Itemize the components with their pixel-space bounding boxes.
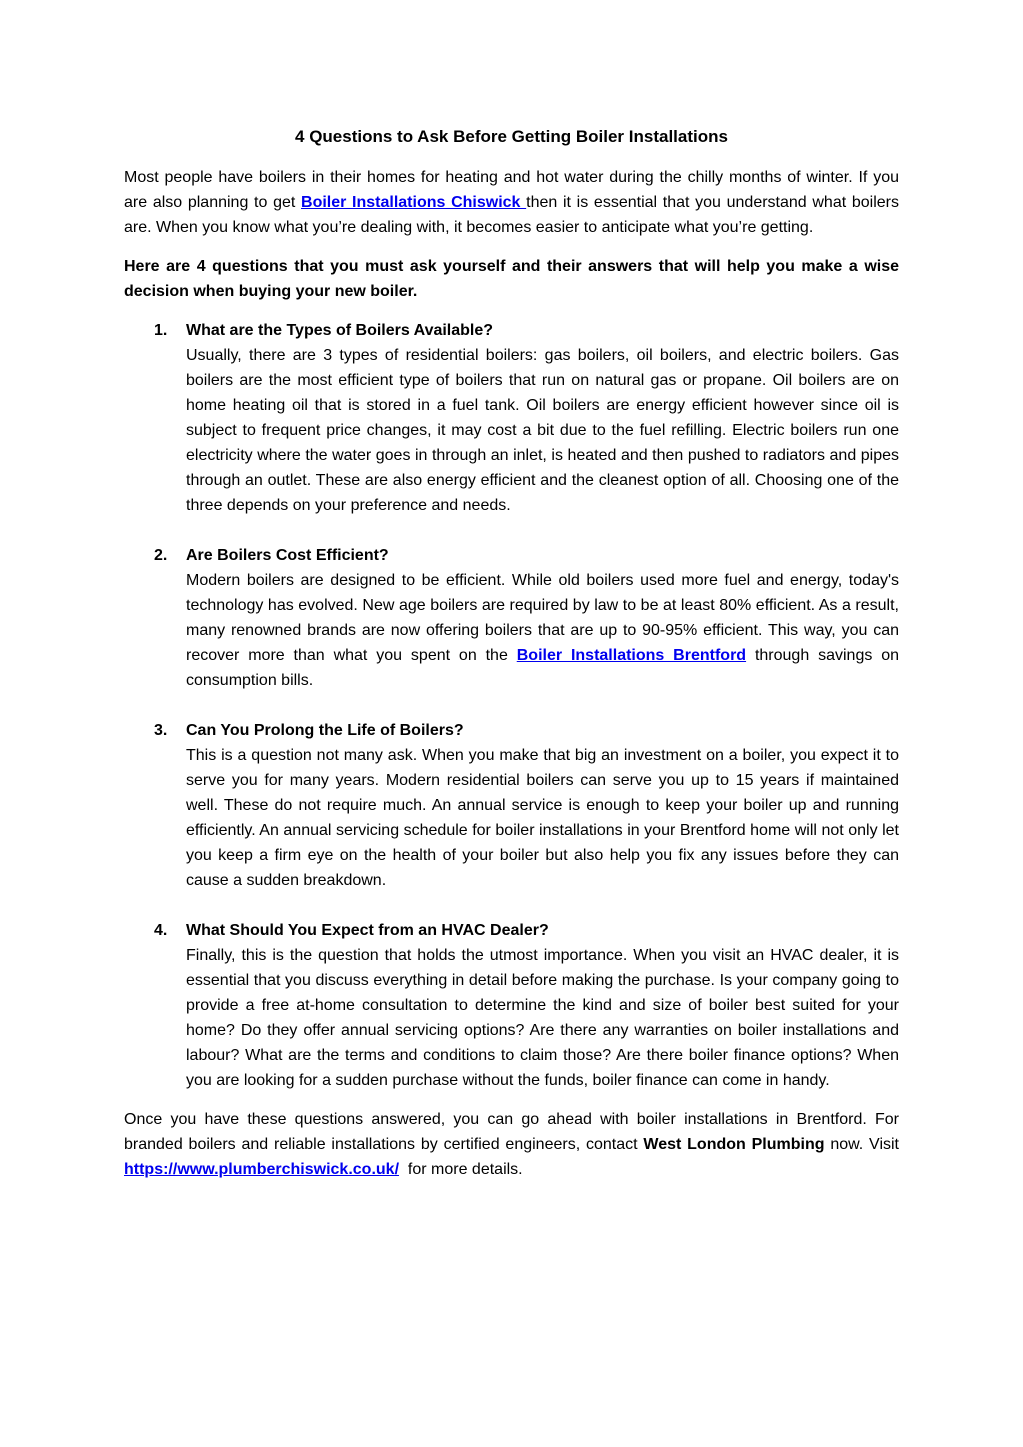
question-title: Can You Prolong the Life of Boilers? (186, 722, 464, 739)
company-name: West London Plumbing (643, 1136, 825, 1153)
question-answer: Finally, this is the question that holds the utmost importance. When you visit an HVAC dealer, it is essential that you discuss everything in detail before making the purchase. Is your company going to provide a free at-home consultation to determine the kind and size of boiler best suited for your home? Do they offer annual servicing options? Are there any warranties on boiler installations and labour? What are the terms and conditions to claim those? Are there boiler finance options? When you are looking for a sudden purchase without the funds, boiler finance can come in handy. (186, 947, 899, 1089)
closing-text-2: now. Visit (824, 1136, 899, 1153)
lead-paragraph: Here are 4 questions that you must ask yourself and their answers that will help you make a wise decision when buying your new boiler. (124, 258, 899, 300)
question-number: 1. (154, 322, 168, 339)
closing-text-3: for more details. (399, 1161, 523, 1178)
question-answer (186, 568, 899, 693)
question-number: 3. (154, 722, 168, 739)
intro-text-1: Most people have boilers in their homes for heating and hot water during the chilly months of winter. If you are also planning to get (124, 169, 899, 211)
question-title: Are Boilers Cost Efficient? (186, 547, 389, 564)
question-title: What Should You Expect from an HVAC Dealer? (186, 922, 549, 939)
question-item-4 (124, 918, 899, 1093)
question-item-2 (124, 543, 899, 693)
question-item-3 (124, 718, 899, 893)
answer-text-2: through savings on consumption bills. (186, 647, 900, 689)
closing-paragraph (124, 1107, 899, 1182)
document-content (124, 124, 899, 1182)
question-title: What are the Types of Boilers Available? (186, 322, 494, 339)
answer-text-1: Modern boilers are designed to be efficient. While old boilers used more fuel and energy, today's technology has evolved. New age boilers are required by law to be at least 80% efficient. As a result, many renowned brands are now offering boilers that are up to 90-95% efficient. This way, you can recover more than what you spent on the (186, 572, 899, 664)
question-number: 4. (154, 922, 168, 939)
question-answer: Usually, there are 3 types of residential boilers: gas boilers, oil boilers, and electric boilers. Gas boilers are the most efficient type of boilers that run on natural gas or propane. Oil boilers are on home heating oil that is stored in a fuel tank. Oil boilers are energy efficient however since oil is subject to frequent price changes, it may cost a bit due to the fuel refilling. Electric boilers run one electricity where the water goes in through an inlet, is heated and then pushed to radiators and pipes through an outlet. These are also energy efficient and the cleanest option of all. Choosing one of the three depends on your preference and needs. (186, 347, 899, 514)
questions-list (124, 318, 899, 1093)
question-answer: This is a question not many ask. When you make that big an investment on a boiler, you expect it to serve you for many years. Modern residential boilers can serve you up to 15 years if maintained well. These do not require much. An annual service is enough to keep your boiler up and running efficiently. An annual servicing schedule for boiler installations in your Brentford home will not only let you keep a firm eye on the health of your boiler but also help you fix any issues before they can cause a sudden breakdown. (186, 747, 899, 889)
question-item-1 (124, 318, 899, 518)
intro-text-2: then it is essential that you understand what boilers are. When you know what you’re dealing with, it becomes easier to anticipate what you’re getting. (124, 194, 899, 236)
document-title: 4 Questions to Ask Before Getting Boiler Installations (295, 127, 728, 146)
question-number: 2. (154, 547, 168, 564)
website-link[interactable]: https://www.plumberchiswick.co.uk/ (124, 1161, 400, 1178)
boiler-installations-brentford-link[interactable]: Boiler Installations Brentford (516, 647, 747, 664)
closing-text-1: Once you have these questions answered, you can go ahead with boiler installations in Brentford. For branded boilers and reliable installations by certified engineers, contact (124, 1111, 899, 1153)
intro-paragraph (124, 165, 899, 240)
boiler-installations-chiswick-link[interactable]: Boiler Installations Chiswick (301, 194, 527, 211)
